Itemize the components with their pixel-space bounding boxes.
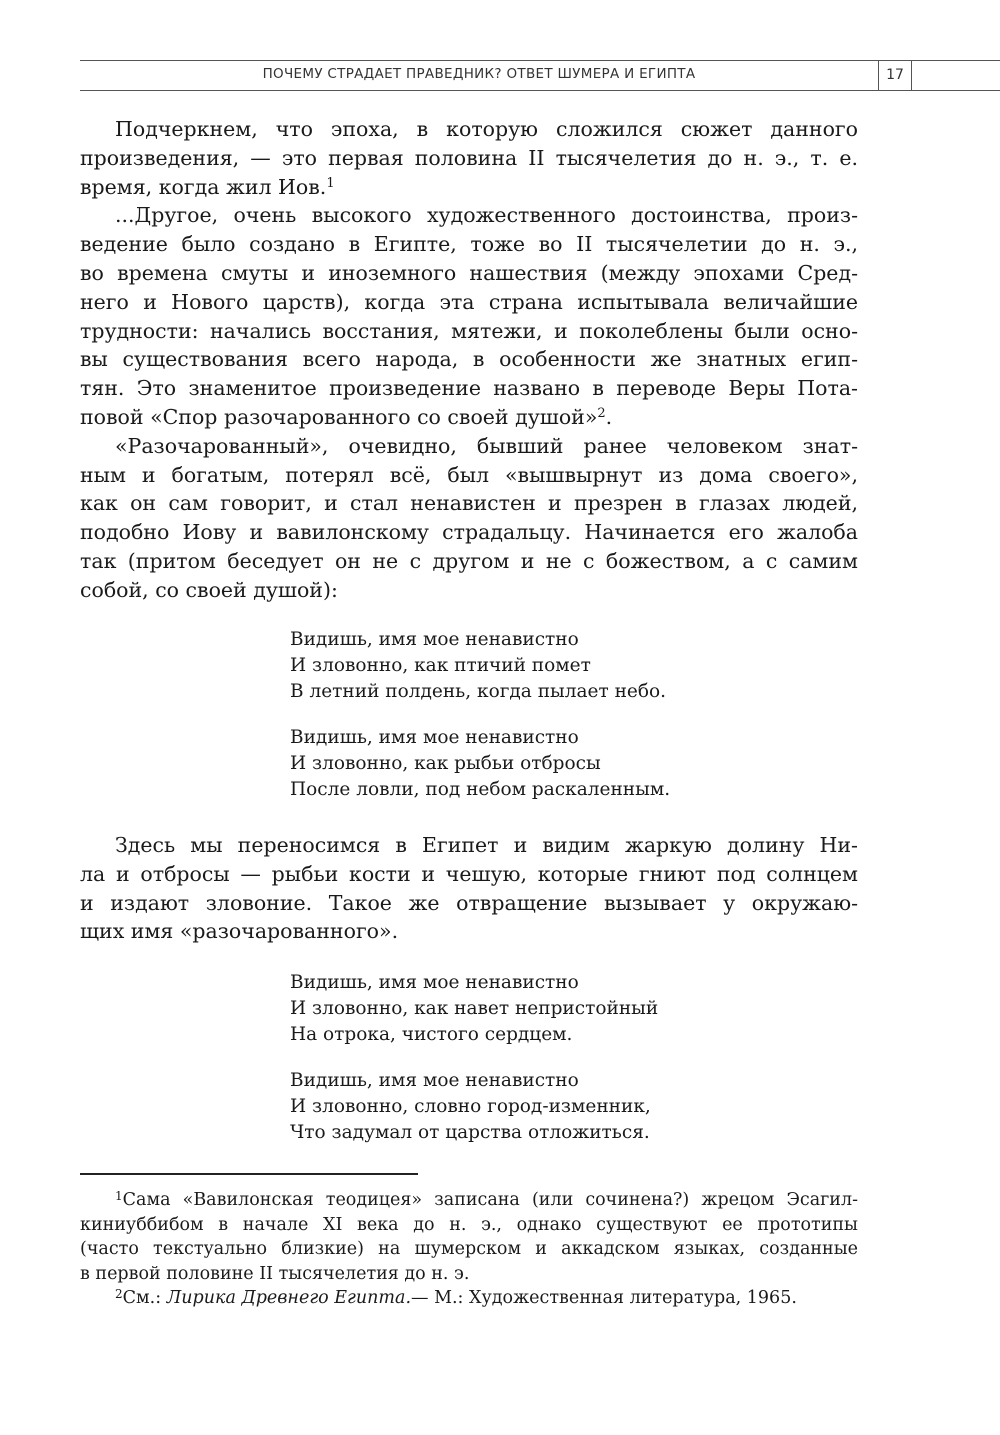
text-line: и издают зловоние. Такое же отвращение вызывает у окружаю- [80, 890, 858, 915]
footnote-1-marker: 1 [115, 1189, 123, 1203]
poem-line: Видишь, имя мое ненавистно [290, 727, 579, 748]
footnote-2-marker: 2 [115, 1287, 123, 1301]
text-line: ла и отбросы — рыбьи кости и чешую, которые гниют под солнцем [80, 861, 858, 886]
poem-stanza [290, 970, 790, 1048]
footnote-2 [80, 1286, 858, 1311]
poem-line: Видишь, имя мое ненавистно [290, 1070, 579, 1091]
footnote-1 [80, 1188, 858, 1286]
text-line: Подчеркнем, что эпоха, в которую сложился сюжет данного [115, 117, 858, 141]
poem-line: После ловли, под небом раскаленным. [290, 779, 671, 800]
poem-line: Что задумал от царства отложиться. [290, 1122, 650, 1143]
poem-stanza [290, 725, 790, 803]
header-rule-top [80, 60, 1000, 61]
poem-stanza [290, 1068, 790, 1146]
poem-line: Видишь, имя мое ненавистно [290, 972, 579, 993]
footnote-ref: 2 [597, 405, 606, 421]
footnote-line: киниуббибом в начале XI века до н. э., однако существуют ее прототипы [80, 1214, 858, 1235]
header-rule-bottom [80, 90, 1000, 91]
paragraph [80, 201, 858, 431]
paragraph [80, 831, 858, 946]
footnote-2-rest: — М.: Художественная литература, 1965. [411, 1288, 797, 1308]
footnote-line: (часто текстуально близкие) на шумерском и аккадском языках, созданные [80, 1239, 858, 1259]
poem-line: На отрока, чистого сердцем. [290, 1024, 573, 1045]
text-line: трудности: начались восстания, мятежи, и поколеблены были осно- [80, 318, 858, 343]
text-line: во времена смуты и иноземного нашествия (между эпохами Сред- [80, 260, 858, 285]
poem-stanza [290, 627, 790, 705]
page-number: 17 [878, 60, 912, 91]
paragraph [80, 432, 858, 605]
poem-line: И зловонно, словно город-изменник, [290, 1096, 651, 1117]
text-line: ным и богатым, потерял всё, был «вышвырнут из дома своего», [80, 462, 858, 487]
text-line: время, когда жил Иов.$^1$ [80, 174, 335, 199]
poem-line: И зловонно, как рыбьи отбросы [290, 753, 601, 774]
footnote-line: $^1$Сама «Вавилонская теодицея» записана (или сочинена?) жрецом Эсагил- [115, 1189, 858, 1210]
poem-line: И зловонно, как навет непристойный [290, 998, 659, 1019]
text-line: щих имя «разочарованного». [80, 919, 399, 944]
text-line: Здесь мы переносимся в Египет и видим жаркую долину Ни- [115, 833, 858, 857]
poem-excerpt-2 [290, 970, 790, 1166]
poem-excerpt-1 [290, 627, 790, 823]
footnote-ref: 1 [326, 175, 335, 191]
footnote-line: в первой половине II тысячелетия до н. э. [80, 1263, 470, 1284]
text-line: как он сам говорит, и стал ненавистен и презрен в глазах людей, [80, 491, 858, 516]
body-text-section-2 [80, 831, 858, 946]
footnote-2-title: Лирика Древнего Египта. [166, 1288, 412, 1308]
text-line: так (притом беседует он не с другом и не с божеством, а с самим [80, 548, 858, 573]
text-line: собой, со своей душой): [80, 577, 338, 602]
paragraph [80, 115, 858, 201]
text-line: подобно Иову и вавилонскому страдальцу. Начинается его жалоба [80, 520, 858, 545]
body-text-section-1 [80, 115, 858, 605]
poem-line: И зловонно, как птичий помет [290, 655, 591, 676]
text-line: ...Другое, очень высокого художественного достоинства, произ- [115, 203, 858, 228]
poem-line: Видишь, имя мое ненавистно [290, 629, 579, 650]
text-line: тян. Это знаменитое произведение названо в переводе Веры Пота- [80, 376, 858, 401]
running-header-title: ПОЧЕМУ СТРАДАЕТ ПРАВЕДНИК? ОТВЕТ ШУМЕРА И ЕГИПТА [262, 66, 696, 82]
footnote-separator [80, 1173, 418, 1175]
text-line: повой «Спор разочарованного со своей душой»$^2$. [80, 404, 613, 429]
poem-line: В летний полдень, когда пылает небо. [290, 681, 667, 702]
text-line: вы существования всего народа, в особенности же знатных егип- [80, 347, 858, 372]
text-line: произведения, — это первая половина II тысячелетия до н. э., т. е. [80, 145, 858, 170]
footnotes [80, 1188, 858, 1311]
text-line: «Разочарованный», очевидно, бывший ранее человеком знат- [115, 433, 858, 458]
text-line: него и Нового царств), когда эта страна испытывала величайшие [80, 289, 858, 314]
footnote-2-prefix: См.: [122, 1288, 167, 1308]
text-line: ведение было создано в Египте, тоже во II тысячелетии до н. э., [80, 232, 858, 257]
